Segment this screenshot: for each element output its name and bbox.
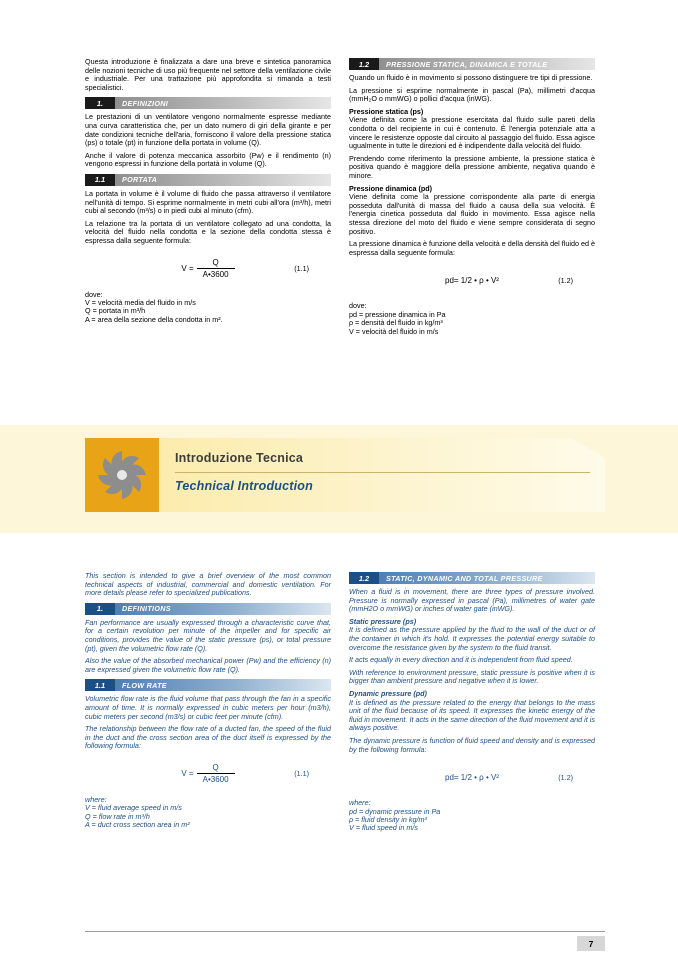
pressione-paragraph-2: La pressione si esprime normalmente in pascal (Pa), millimetri d'acqua (mmH₂O o mmWG) o pollici d'acqua (inWG). [349,85,595,104]
formula-dynamic-pressure-en [349,763,595,791]
legend-item: ρ = fluid density in kg/m³ [349,814,427,824]
section-number: 1.2 [349,58,379,70]
static-pressure-heading: Static pressure (ps) [349,616,417,626]
portata-paragraph-1: La portata in volume è il volume di fluido che passa attraverso il ventilatore nell'unità di tempo. Si esprime normalmente in metri cubi all'ora (m³/h), metri cubi al secondo (m³/s) o in piedi cubi al minuto (cfm). [85,188,331,216]
section-header-portata [85,174,331,186]
section-header-definitions [85,603,331,615]
section-title: FLOW RATE [115,679,331,691]
formula-denominator: A•3600 [197,268,235,279]
italian-left-column [85,58,331,336]
legend-item: ρ = densità del fluido in kg/m³ [349,318,443,328]
definizioni-paragraph-2: Anche il valore di potenza meccanica assorbito (Pw) e il rendimento (n) vengono espressi in funzione della portatà in volume (Q). [85,150,331,169]
portata-paragraph-2: La relazione tra la portata di un ventilatore collegato ad una condotta, la velocità del fluido nella condotta e la sezione della condotta stessa è espressa dalla seguente formula: [85,218,331,245]
section-header-definizioni [85,97,331,109]
page-footer [0,927,678,959]
formula-expression: pd= 1/2 • ρ • V² [445,772,499,782]
legend-item: V = fluid average speed in m/s [85,803,182,813]
pressione-dinamica-heading: Pressione dinamica (pd) [349,183,433,193]
flow-rate-paragraph-1: Volumetric flow rate is the fluid volume that pass through the fan in a specific amount of time. It is normally expressed in cubic meters per hour (m3/h), cubic meters per second (m3/s) or cubic feet per minute (cfm). [85,694,331,721]
formula-number: (1.1) [294,769,309,779]
english-section [85,572,595,833]
formula-lhs: V = [181,264,194,273]
formula-flow-rate [85,255,331,283]
fan-impeller-icon [85,438,159,512]
section-number: 1. [85,97,115,109]
formula-flow-rate-en [85,760,331,788]
footer-divider [85,931,605,932]
pressure-paragraph-1: When a fluid is in movement, there are three types of pressure involved. Pressure is normally expressed in pascal (Pa), millimetres of water gate (mmH2O o mmWG) or inches of water gate (inWG). [349,587,595,614]
definitions-paragraph-2: Also the value of the absorbed mechanical power (Pw) and the efficiency (n) are expressed given the volumetric flow rate (Q). [85,656,331,674]
pressione-dinamica-paragraph-2: La pressione dinamica è funzione della velocità e della densità del fluido ed è espressa dalla seguente formula: [349,239,595,257]
legend-item: V = velocità del fluido in m/s [349,326,439,336]
section-header-pressione [349,58,595,70]
legend-heading: where: [85,794,107,804]
section-number: 1.1 [85,679,115,691]
pressione-statica-paragraph-1: Viene definita come la pressione esercitata dal fluido sulle pareti della condotta o del recipiente in cui è contenuto. È l'energia potenziale atta a vincere le resistenze opposte dal circuito al passaggio del fluido. Essa agisce ugualmente in tutte le direzioni ed è indipendente dalla velocità del fluido. [349,115,595,151]
chapter-banner [0,425,678,533]
legend-item: pd = dynamic pressure in Pa [349,806,441,816]
section-number: 1. [85,603,115,615]
formula-number: (1.2) [558,275,573,285]
formula-legend [85,796,331,830]
formula-number: (1.2) [558,772,573,782]
section-title: DEFINITIONS [115,603,331,615]
pressione-statica-paragraph-2: Prendendo come riferimento la pressione ambiente, la pressione statica è positiva quando è maggiore della pressione ambiente, negativa quando è minore. [349,153,595,180]
formula-legend [349,799,595,833]
legend-heading: dove: [349,301,367,311]
formula-dynamic-pressure [349,266,595,294]
dynamic-pressure-heading: Dynamic pressure (pd) [349,688,427,698]
legend-heading: where: [349,798,371,808]
legend-item: Q = portata in m³/h [85,306,146,316]
pressione-dinamica-paragraph-1: Viene definita come la pressione corrispondente alla parte di energia posseduta dall'unità di massa del fluido a causa della sua velocità. È l'energia cinetica posseduta dal fluido in movimento. Essa agisce nella stessa direzione del moto del fluido e viene sempre considerata di segno positivo. [349,192,595,236]
legend-item: V = velocità media del fluido in m/s [85,297,196,307]
italian-intro-paragraph: Questa introduzione è finalizzata a dare una breve e sintetica panoramica delle nozioni tecniche di uso più frequente nel settore della ventilazione civile e industriale. Per una trattazione più approfondita si rimanda a testi specialistici. [85,57,331,92]
section-header-pressure [349,572,595,584]
english-left-column [85,572,331,833]
banner-title-italian: Introduzione Tecnica [175,451,304,465]
section-number: 1.1 [85,174,115,186]
definizioni-paragraph-1: Le prestazioni di un ventilatore vengono normalmente espresse mediante una curva caratteristica che, per un dato numero di giri della girante e per date condizioni tecniche dell'aria, forniscono il valore della pressione statica (ps) o totale (pt) in funzione della portata in volume (Q). [85,112,331,148]
banner-titles [175,451,590,493]
legend-item: V = fluid speed in m/s [349,823,418,833]
static-pressure-paragraph-3: With reference to environment pressure, static pressure is positive when it is bigger than ambient pressure and negative when it is lower. [349,667,595,686]
english-right-column [349,572,595,833]
english-intro-paragraph: This section is intended to give a brief overview of the most common technical aspects of industrial, commercial and domestic ventilation. For more details please refer to specialized publications. [85,571,331,598]
section-header-flow-rate [85,679,331,691]
page-number: 7 [577,936,605,951]
banner-title-english: Technical Introduction [175,479,313,493]
section-title: PORTATA [115,174,331,186]
formula-expression: pd= 1/2 • ρ • V² [445,275,499,285]
static-pressure-paragraph-2: It acts equally in every direction and it is independent from fluid speed. [349,655,573,665]
section-title: DEFINIZIONI [115,97,331,109]
pressione-statica-heading: Pressione statica (ps) [349,106,424,116]
section-title: PRESSIONE STATICA, DINAMICA E TOTALE [379,58,595,70]
legend-item: A = duct cross section area in m² [85,820,190,830]
definitions-paragraph-1: Fan performance are usually expressed through a characteristic curve that, for a certain revolution per minute of the impeller and for specific air conditions, provides the value of the static pressure (ps), or total pressure (pt), given the volumetric flow rate (Q). [85,617,331,653]
dynamic-pressure-paragraph-2: The dynamic pressure is function of fluid speed and density and is expressed by the following formula: [349,735,595,754]
static-pressure-paragraph-1: It is defined as the pressure applied by the fluid to the wall of the duct or of the container in which it's hold. It expresses the potential energy suitable to overcome the resistance given by the system to the fluid transit. [349,625,595,652]
formula-legend [349,302,595,336]
pressione-paragraph-1: Quando un fluido è in movimento si possono distinguere tre tipi di pressione. [349,73,593,82]
section-number: 1.2 [349,572,379,584]
section-title: STATIC, DYNAMIC AND TOTAL PRESSURE [379,572,595,584]
italian-right-column [349,58,595,336]
formula-number: (1.1) [294,264,309,273]
formula-numerator: Q [212,763,219,773]
legend-item: Q = flow rate in m³/h [85,811,150,821]
dynamic-pressure-paragraph-1: It is defined as the pressure related to the energy that belongs to the mass unit of the fluid because of its speed. It expresses the kinetic energy of the fluid in movement. It acts in the same direction of the fluid movement and it is always positive. [349,697,595,733]
formula-numerator: Q [212,258,219,267]
flow-rate-paragraph-2: The relationship between the flow rate of a ducted fan, the speed of the fluid in the duct and the cross section area of the duct itself is expressed by the following formula: [85,724,331,751]
italian-section [85,58,595,336]
formula-denominator: A•3600 [197,773,235,784]
formula-legend [85,291,331,325]
legend-item: pd = pressione dinamica in Pa [349,309,446,319]
legend-item: A = area della sezione della condotta in m². [85,314,223,324]
formula-lhs: V = [181,769,194,779]
legend-heading: dove: [85,289,103,299]
banner-divider [175,472,590,473]
